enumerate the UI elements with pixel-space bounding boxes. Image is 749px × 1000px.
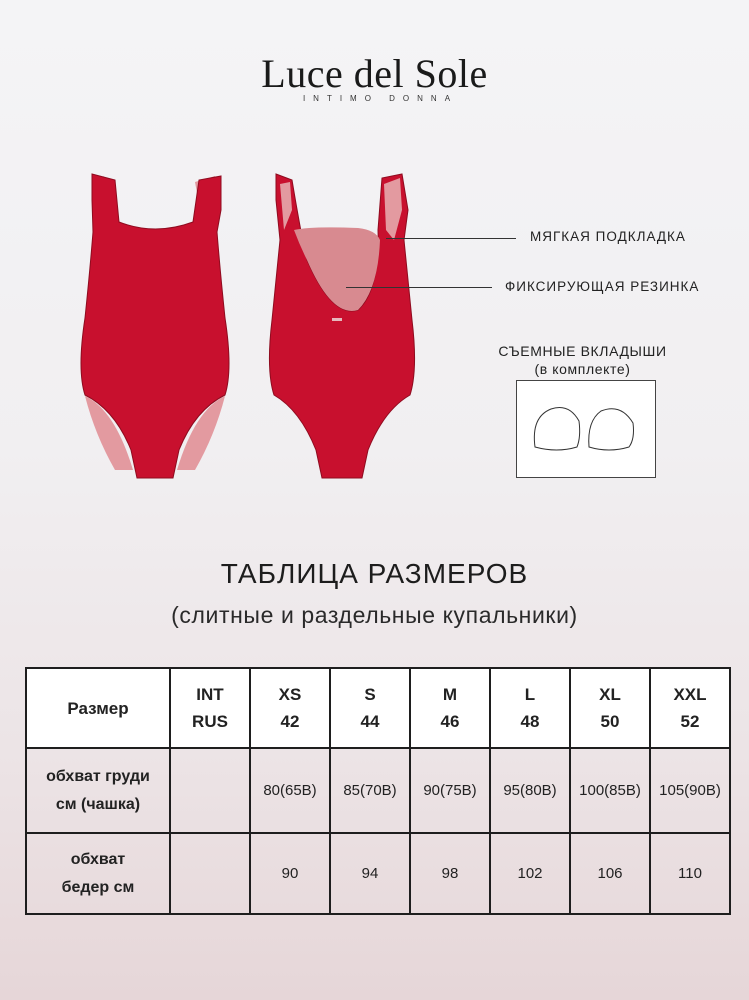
int-label: INT (196, 685, 224, 704)
size-rus: 44 (360, 712, 380, 731)
row-label-line: см (чашка) (55, 795, 141, 813)
removable-inserts-note: (в комплекте) (534, 361, 631, 377)
row-label-line: обхват груди (46, 767, 150, 785)
soft-lining-label: МЯГКАЯ ПОДКЛАДКА (530, 229, 686, 244)
size-rus: 50 (600, 712, 620, 731)
fixing-elastic-arrow (346, 287, 492, 288)
size-int: L (524, 685, 536, 704)
table-cell: 100(85B) (570, 748, 650, 833)
empty-cell (170, 833, 250, 914)
table-cell: 90 (250, 833, 330, 914)
size-table-header-row (26, 668, 730, 748)
size-rus: 42 (280, 712, 300, 731)
brand-logo (0, 52, 749, 103)
size-header-int-rus (170, 668, 250, 748)
removable-inserts-box (516, 380, 656, 478)
size-col-xl (570, 668, 650, 748)
size-header-label: Размер (26, 668, 170, 748)
swimsuit-back-illustration (262, 170, 422, 485)
row-label-hips (26, 833, 170, 914)
size-rus: 46 (440, 712, 460, 731)
size-col-l (490, 668, 570, 748)
size-col-xs (250, 668, 330, 748)
row-label-line: бедер см (61, 878, 135, 896)
table-cell: 98 (410, 833, 490, 914)
table-cell: 106 (570, 833, 650, 914)
rus-label: RUS (192, 712, 228, 731)
row-label-line: обхват (70, 850, 126, 868)
size-table-subtitle: (слитные и раздельные купальники) (171, 602, 578, 628)
size-table (25, 667, 731, 915)
swimsuit-front-illustration (75, 170, 235, 485)
empty-cell (170, 748, 250, 833)
removable-inserts-label (470, 342, 695, 378)
table-cell: 110 (650, 833, 730, 914)
size-int: XS (278, 685, 302, 704)
size-col-m (410, 668, 490, 748)
table-row-hips (26, 833, 730, 914)
table-cell: 80(65B) (250, 748, 330, 833)
table-cell: 102 (490, 833, 570, 914)
table-cell: 105(90B) (650, 748, 730, 833)
size-table-title: ТАБЛИЦА РАЗМЕРОВ (220, 558, 529, 589)
brand-tagline: INTIMO DONNA (302, 94, 459, 103)
size-int: XL (599, 685, 621, 704)
size-int: XXL (673, 685, 707, 704)
size-col-xxl (650, 668, 730, 748)
size-rus: 52 (680, 712, 700, 731)
table-row-bust (26, 748, 730, 833)
size-int: S (364, 685, 376, 704)
row-label-bust (26, 748, 170, 833)
table-cell: 85(70B) (330, 748, 410, 833)
size-col-s (330, 668, 410, 748)
table-cell: 90(75B) (410, 748, 490, 833)
table-cell: 94 (330, 833, 410, 914)
size-rus: 48 (520, 712, 540, 731)
soft-lining-arrow (386, 238, 516, 239)
removable-inserts-title: СЪЕМНЫЕ ВКЛАДЫШИ (498, 343, 667, 359)
table-cell: 95(80B) (490, 748, 570, 833)
bra-cup-inserts-icon (517, 381, 655, 477)
size-int: M (442, 685, 458, 704)
fixing-elastic-label: ФИКСИРУЮЩАЯ РЕЗИНКА (505, 279, 700, 294)
brand-name: Luce del Sole (261, 51, 488, 96)
